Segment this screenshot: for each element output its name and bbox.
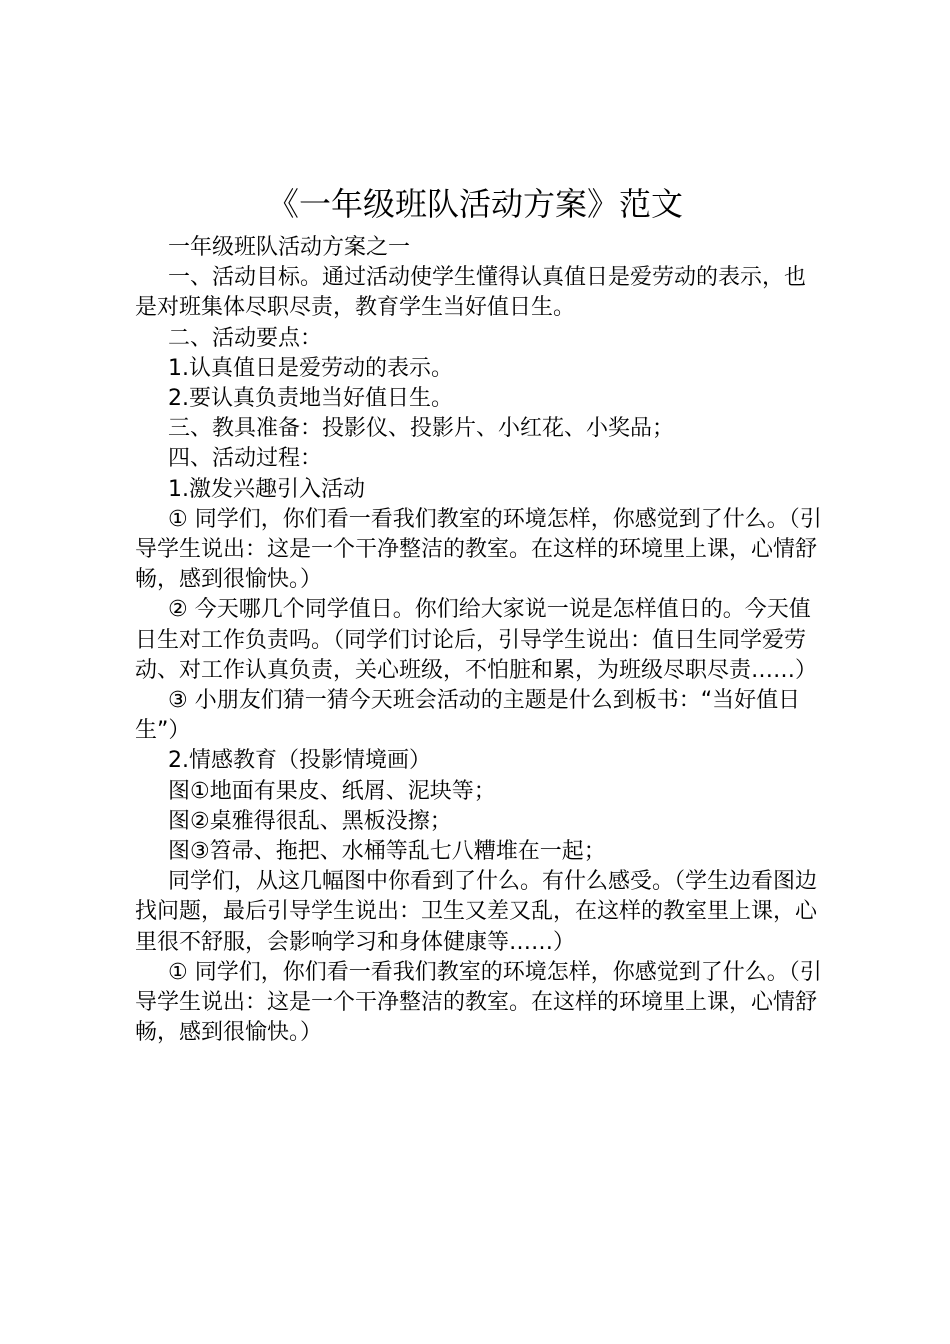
picture-3-paragraph: 图③笤帚、拖把、水桶等乱七八糟堆在一起； xyxy=(168,839,606,865)
discussion-paragraph: 同学们，从这几幅图中你看到了什么。有什么感受。（学生边看图边找问题，最后引导学生说出：卫生又差又乱，在这样的教室里上课，心里很不舒服，会影响学习和身体健康等……） xyxy=(135,869,818,955)
process-step-1-item-3: ③ 小朋友们猜一猜今天班会活动的主题是什么到板书：“当好值日生”） xyxy=(135,688,801,744)
picture-2-paragraph: 图②桌雅得很乱、黑板没擦； xyxy=(168,808,452,834)
subtitle-paragraph: 一年级班队活动方案之一 xyxy=(168,235,411,260)
process-step-1-item-1: ① 同学们，你们看一看我们教室的环境怎样，你感觉到了什么。（引导学生说出：这是一个干净整洁的教室。在这样的环境里上课，心情舒畅，感到很愉快。） xyxy=(135,506,822,593)
process-step-2-heading: 2.情感教育（投影情境画） xyxy=(168,748,431,774)
document-body xyxy=(135,233,825,1048)
repeated-item-paragraph: ① 同学们，你们看一看我们教室的环境怎样，你感觉到了什么。（引导学生说出：这是一个干净整洁的教室。在这样的环境里上课，心情舒畅，感到很愉快。） xyxy=(135,959,822,1046)
picture-1-paragraph: 图①地面有果皮、纸屑、泥块等； xyxy=(168,778,496,804)
goal-paragraph: 一、活动目标。通过活动使学生懂得认真值日是爱劳动的表示，也是对班集体尽职尽责，教育学生当好值日生。 xyxy=(135,265,807,321)
key-points-heading: 二、活动要点： xyxy=(168,325,323,351)
process-step-1-heading: 1.激发兴趣引入活动 xyxy=(168,476,365,502)
document-title: 《一年级班队活动方案》范文 xyxy=(266,185,683,223)
process-step-1-item-2: ② 今天哪几个同学值日。你们给大家说一说是怎样值日的。今天值日生对工作负责吗。（同学们讨论后，引导学生说出：值日生同学爱劳动、对工作认真负责，关心班级，不怕脏和累，为班级尽职尽责……） xyxy=(135,597,818,683)
key-point-2: 2.要认真负责地当好值日生。 xyxy=(168,386,453,412)
key-point-1: 1.认真值日是爱劳动的表示。 xyxy=(168,355,453,381)
materials-paragraph: 三、教具准备：投影仪、投影片、小红花、小奖品； xyxy=(168,416,675,442)
process-heading: 四、活动过程： xyxy=(168,446,323,472)
